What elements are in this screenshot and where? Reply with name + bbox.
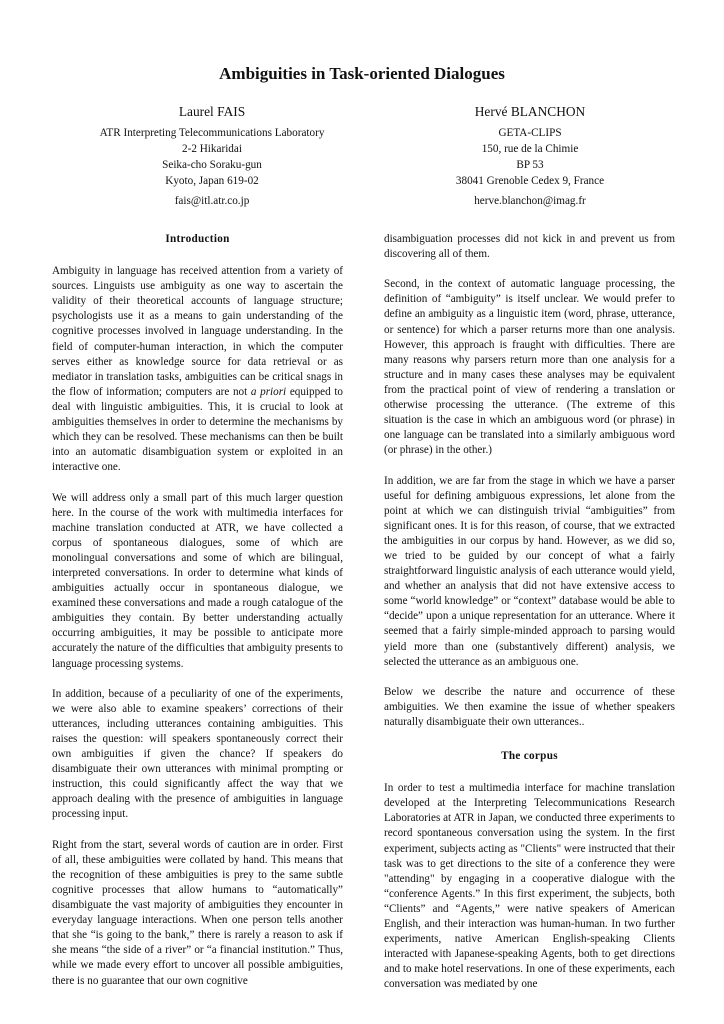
author-block-blanchon	[380, 104, 680, 209]
paragraph: We will address only a small part of this much larger question here. In the course of the work with multimedia interfaces for machine translation conducted at ATR, we have collected a corpus of spontaneous dialogues, some of which are monolingual conversations and some of which are bilingual, interpreted conversations. In order to determine what kinds of ambiguities actually occur in spontaneous dialogue, we examined these conversations and made a rough catalogue of the ambiguities they contain. By better understanding actually occurring ambiguities, it may be possible to anticipate more accurately the nature of the difficulties that ambiguity presents to language processing systems.	[52, 491, 343, 670]
affiliation-line: 2-2 Hikaridai	[182, 143, 242, 155]
paragraph: disambiguation processes did not kick in and prevent us from discovering all of them.	[384, 233, 675, 261]
italic-term: a priori	[250, 385, 287, 398]
affiliation-line: Seika-cho Soraku-gun	[162, 159, 262, 171]
paragraph: Below we describe the nature and occurrence of these ambiguities. We then examine the issue of whether speakers naturally disambiguate their own utterances..	[384, 685, 675, 728]
section-heading-introduction: Introduction	[165, 233, 230, 245]
author-name: Hervé BLANCHON	[474, 104, 586, 119]
paper-title: Ambiguities in Task-oriented Dialogues	[219, 64, 505, 83]
affiliation-line: Kyoto, Japan 619-02	[165, 175, 259, 187]
affiliation-line: ATR Interpreting Telecommunications Laboratory	[99, 127, 325, 139]
author-email: herve.blanchon@imag.fr	[474, 195, 586, 207]
author-email: fais@itl.atr.co.jp	[174, 195, 250, 207]
paragraph: In order to test a multimedia interface for machine translation developed at the Interpreting Telecommunications Research Laboratories at ATR in Japan, we conducted three experiments to record spontaneous conversation using the system. In the first experiment, subjects acting as "Clients" were instructed that their task was to get directions to the site of a conference they were "attending" by engaging in a cooperative dialogue with the “conference Agents.” In this first experiment, the subjects, both “Clients” and “Agents,” were native speakers of American English, and their interaction was human-human. In two further experiments, native American English-speaking Clients interacted with Japanese-speaking Agents, both to get directions and to make hotel reservations. In one of these experiments, each conversation was mediated by one	[384, 782, 675, 991]
author-block-fais	[62, 104, 362, 209]
paragraph-text: equipped to deal with linguistic ambiguities. This, it is crucial to look at ambiguities themselves in order to determine the mechanisms by which they can be resolved. These mechanisms can then be built into an automatic disambiguation system or exploited in an interactive one.	[52, 385, 343, 474]
affiliation-line: BP 53	[516, 159, 544, 171]
affiliation-line: GETA-CLIPS	[498, 127, 562, 139]
section-heading-corpus: The corpus	[501, 750, 558, 763]
left-column	[52, 232, 343, 1004]
affiliation-line: 38041 Grenoble Cedex 9, France	[455, 175, 605, 187]
paragraph: Second, in the context of automatic language processing, the definition of “ambiguity” is itself unclear. We would prefer to define an ambiguity as a linguistic item (word, phrase, utterance, or sentence) for which a parser returns more than one analysis. However, this approach is fraught with difficulties. There are many reasons why parsers return more than one analysis for a structure and in many cases these analyses may be equivalent from the practical point of view of rendering a translation or otherwise processing the utterance. (The extreme of this situation is the case in which an ambiguous word (or phrase) in one language can be translated into a similarly ambiguous word (or phrase) in the other.)	[384, 278, 675, 457]
paragraph: In addition, we are far from the stage in which we have a parser useful for defining ambiguous expressions, let alone from the point at which we can distinguish trivial “ambiguities” from significant ones. It is for this reason, of course, that we extracted the ambiguities in our corpus by hand. However, as we did so, we tried to be guided by our concept of what a fairly straightforward linguistic analysis of each utterance would yield, and whether an analysis that did not have extensive access to some “world knowledge” or “context” database would be able to “decide” upon a unique representation for an utterance. Where it seemed that a fairly simple-minded approach to parsing would yield more than one (substantively different) analysis, we selected the utterance as an ambiguous one.	[384, 474, 675, 668]
paragraph: In addition, because of a peculiarity of one of the experiments, we were also able to examine speakers’ corrections of their utterances, including utterances containing ambiguities. This raises the question: will speakers spontaneously correct their own ambiguities if given the chance? If speakers do disambiguate their own utterances with minimal prompting or instruction, this could significantly affect the way that we approach dealing with the presence of ambiguities in language processing input.	[52, 687, 343, 821]
paragraph-text: Ambiguity in language has received attention from a variety of sources. Linguists use ambiguity as one way to ascertain the validity of their theoretical accounts of language structure; psychologists use it as a means to gain understanding of the cognitive processes involved in language understanding. In the field of computer-human interaction, in which the computer serves either as knowledge source for data retrieval or as mediator in translation tasks, ambiguities can be critical snags in the flow of information; computers are not	[52, 265, 343, 398]
author-name: Laurel FAIS	[178, 104, 246, 119]
right-column	[384, 232, 675, 1008]
paragraph: Right from the start, several words of caution are in order. First of all, these ambiguities were collated by hand. This means that the recognition of these ambiguities is prey to the same subtle cognitive processes that allow humans to “automatically” disambiguate the vast majority of ambiguities they encounter in everyday language interactions. When one person tells another that she “is going to the bank,” there is rarely a reason to ask if she means “the side of a river” or “a financial institution.” Thus, while we made every effort to uncover all possible ambiguities, there is no guarantee that our own cognitive	[52, 838, 343, 987]
paragraph	[52, 264, 343, 475]
affiliation-line: 150, rue de la Chimie	[481, 143, 579, 155]
